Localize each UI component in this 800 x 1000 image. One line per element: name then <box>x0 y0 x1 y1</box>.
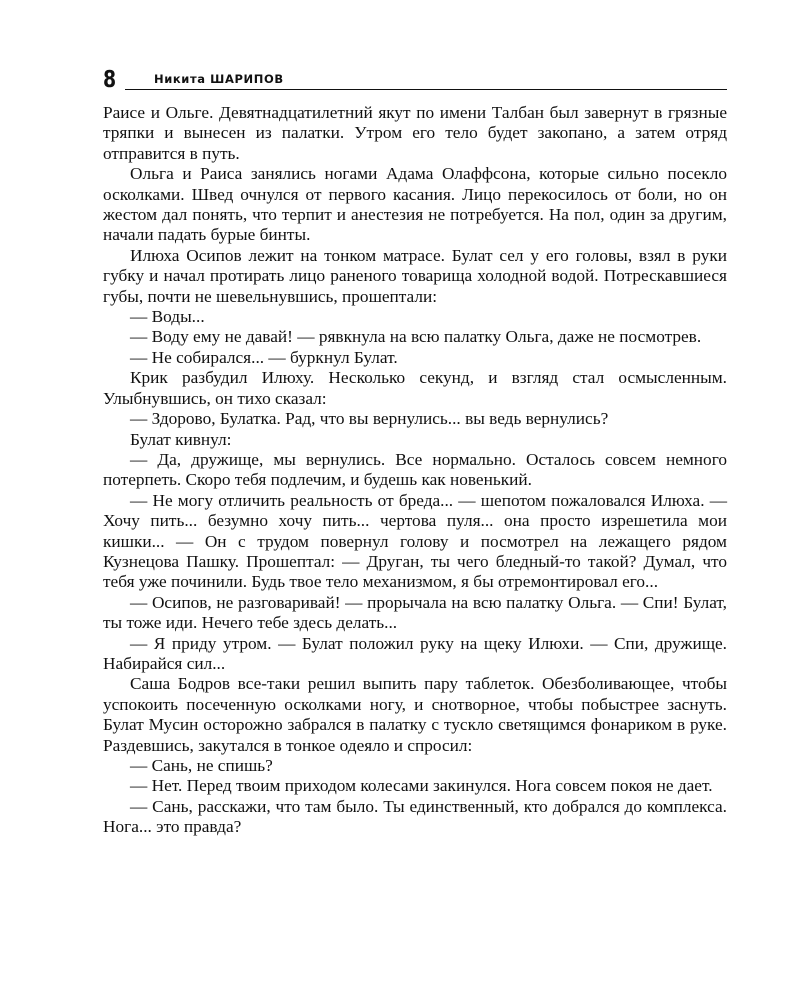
page-header <box>103 68 727 92</box>
paragraph: Илюха Осипов лежит на тонком матрасе. Булат сел у его головы, взял в руки губку и начал протирать лицо раненого товарища холодной водой. Потрескавшиеся губы, почти не шевельнувшись, прошептали: <box>103 245 727 306</box>
paragraph: — Да, дружище, мы вернулись. Все нормально. Осталось совсем немного потерпеть. Скоро тебя подлечим, и будешь как новенький. <box>103 449 727 490</box>
paragraph: — Воду ему не давай! — рявкнула на всю палатку Ольга, даже не посмотрев. <box>130 327 702 347</box>
paragraph: Раисе и Ольге. Девятнадцатилетний якут по имени Талбан был завернут в грязные тряпки и вынесен из палатки. Утром его тело будет закопано, а затем отряд отправится в путь. <box>103 103 727 163</box>
paragraph: Булат кивнул: <box>130 429 232 449</box>
paragraph: Ольга и Раиса занялись ногами Адама Олаффсона, которые сильно посекло осколками. Швед очнулся от первого касания. Лицо перекосилось от боли, но он жестом дал понять, что терпит и анестезия не потребуется. На пол, один за другим, начали падать бурые бинты. <box>103 164 727 245</box>
running-head: Никита ШАРИПОВ <box>154 72 284 86</box>
paragraph: — Воды... <box>130 307 205 327</box>
header-rule <box>125 89 727 90</box>
paragraph: — Осипов, не разговаривай! — прорычала на всю палатку Ольга. — Спи! Булат, ты тоже иди. Нечего тебе здесь делать... <box>103 592 727 633</box>
paragraph: — Нет. Перед твоим приходом колесами закинулся. Нога совсем покоя не дает. <box>130 776 713 796</box>
paragraph: Крик разбудил Илюху. Несколько секунд, и взгляд стал осмысленным. Улыбнувшись, он тихо сказал: <box>103 368 727 408</box>
page-number: 8 <box>103 67 117 93</box>
paragraph: — Сань, не спишь? <box>130 756 273 775</box>
paragraph: Саша Бодров все-таки решил выпить пару таблеток. Обезболивающее, чтобы успокоить посеченную осколками ногу, и снотворное, чтобы побыстрее заснуть. Булат Мусин осторожно забрался в палатку с тускло светящимся фонариком в руке. Раздевшись, закутался в тонкое одеяло и спросил: <box>103 674 727 755</box>
body-text <box>103 103 727 838</box>
paragraph: — Здорово, Булатка. Рад, что вы вернулись... вы ведь вернулись? <box>130 409 609 429</box>
paragraph: — Не могу отличить реальность от бреда... — шепотом пожаловался Илюха. — Хочу пить... безумно хочу пить... чертова пуля... она просто изрешетила мои кишки... — Он с трудом повернул голову и посмотрел на лежащего рядом Кузнецова Пашку. Прошептал: — Друган, ты чего бледный-то такой? Думал, что тебя уже починили. Будь твое тело механизмом, я бы отремонтировал его... <box>103 490 727 592</box>
paragraph: — Не собирался... — буркнул Булат. <box>130 347 398 367</box>
paragraph: — Я приду утром. — Булат положил руку на щеку Илюхи. — Спи, дружище. Набирайся сил... <box>103 633 727 673</box>
paragraph: — Сань, расскажи, что там было. Ты единственный, кто добрался до комплекса. Нога... это правда? <box>103 796 727 837</box>
